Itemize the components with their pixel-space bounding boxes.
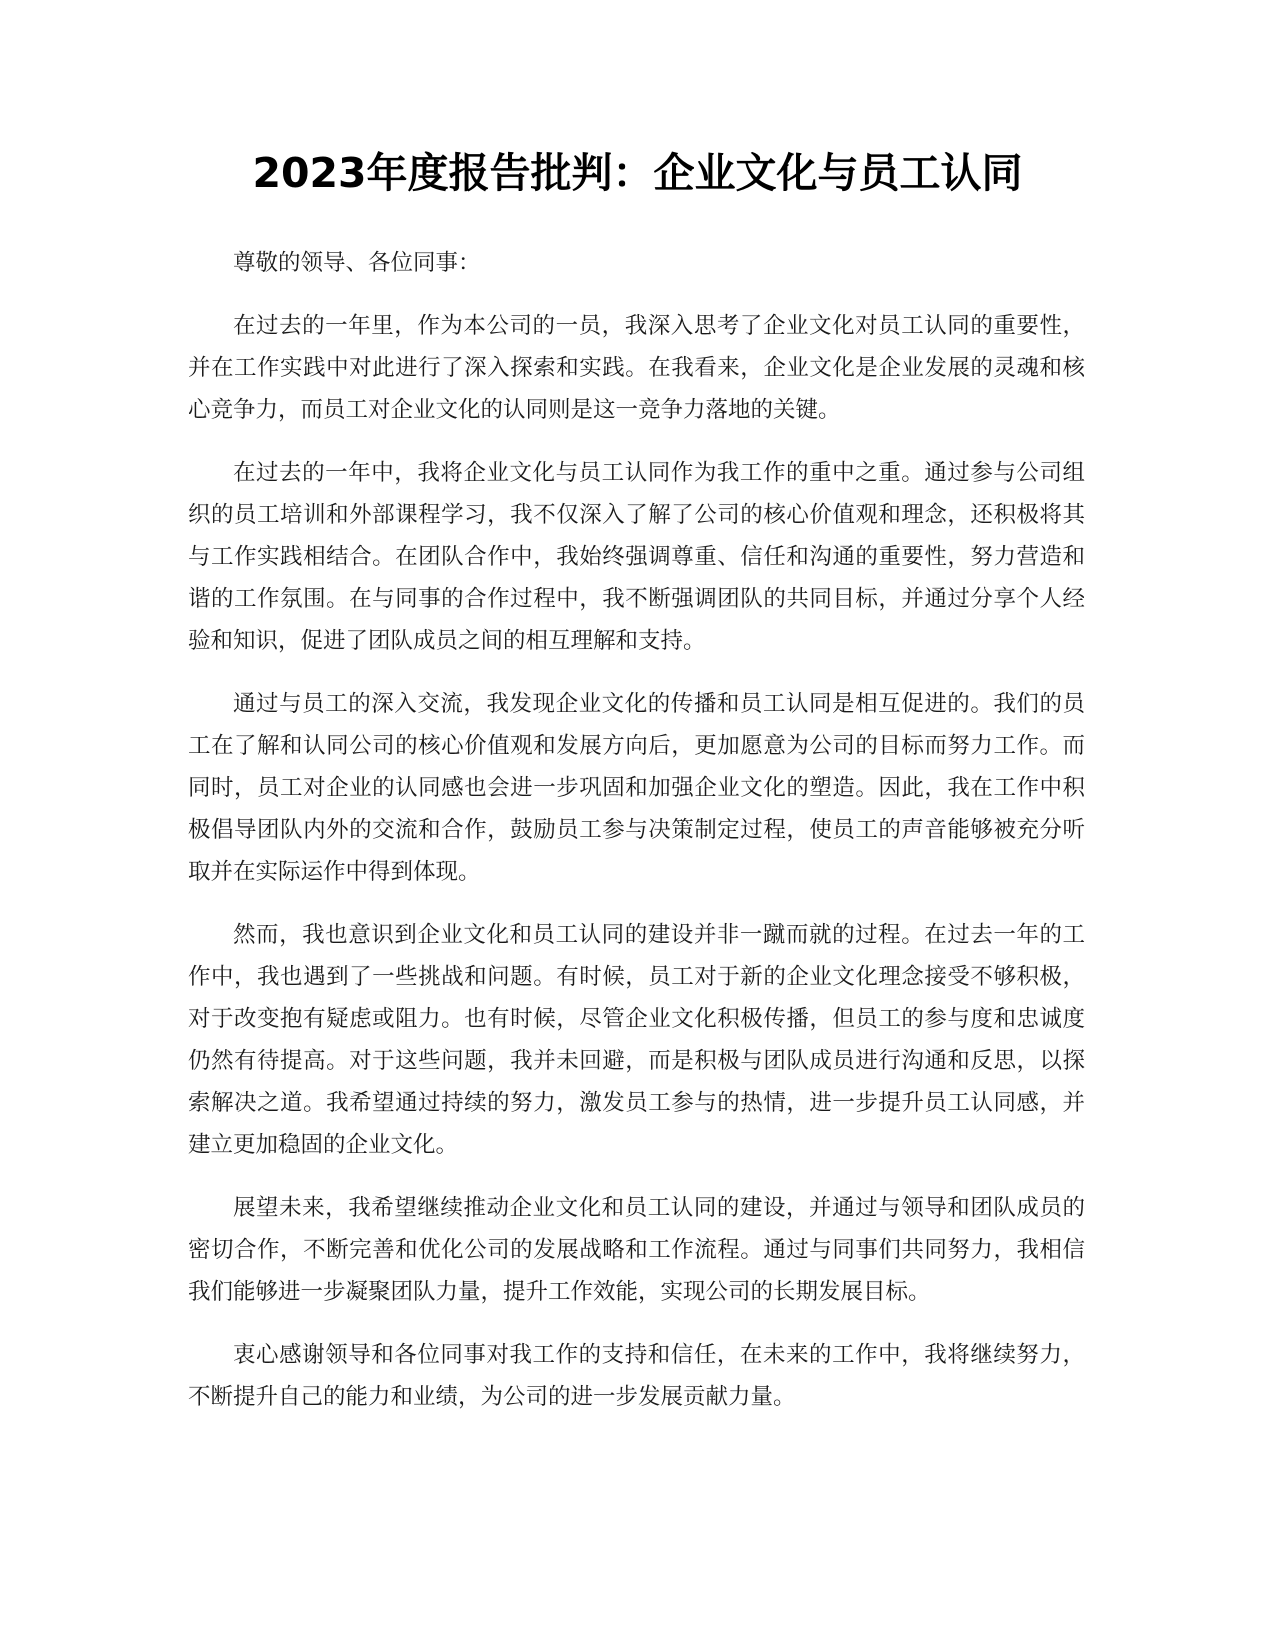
paragraph-4: 然而，我也意识到企业文化和员工认同的建设并非一蹴而就的过程。在过去一年的工作中，我也遇到了一些挑战和问题。有时候，员工对于新的企业文化理念接受不够积极，对于改变抱有疑虑或阻力。也有时候，尽管企业文化积极传播，但员工的参与度和忠诚度仍然有待提高。对于这些问题，我并未回避，而是积极与团队成员进行沟通和反思，以探索解决之道。我希望通过持续的努力，激发员工参与的热情，进一步提升员工认同感，并建立更加稳固的企业文化。 [188, 922, 1085, 1158]
document-body [188, 242, 1085, 1418]
paragraph-5: 展望未来，我希望继续推动企业文化和员工认同的建设，并通过与领导和团队成员的密切合作，不断完善和优化公司的发展战略和工作流程。通过与同事们共同努力，我相信我们能够进一步凝聚团队力量，提升工作效能，实现公司的长期发展目标。 [188, 1195, 1085, 1305]
paragraph-salutation: 尊敬的领导、各位同事： [233, 250, 481, 276]
paragraph-1: 在过去的一年里，作为本公司的一员，我深入思考了企业文化对员工认同的重要性，并在工作实践中对此进行了深入探索和实践。在我看来，企业文化是企业发展的灵魂和核心竞争力，而员工对企业文化的认同则是这一竞争力落地的关键。 [188, 313, 1085, 423]
paragraph-2: 在过去的一年中，我将企业文化与员工认同作为我工作的重中之重。通过参与公司组织的员工培训和外部课程学习，我不仅深入了解了公司的核心价值观和理念，还积极将其与工作实践相结合。在团队合作中，我始终强调尊重、信任和沟通的重要性，努力营造和谐的工作氛围。在与同事的合作过程中，我不断强调团队的共同目标，并通过分享个人经验和知识，促进了团队成员之间的相互理解和支持。 [188, 460, 1085, 654]
paragraph-3: 通过与员工的深入交流，我发现企业文化的传播和员工认同是相互促进的。我们的员工在了解和认同公司的核心价值观和发展方向后，更加愿意为公司的目标而努力工作。而同时，员工对企业的认同感也会进一步巩固和加强企业文化的塑造。因此，我在工作中积极倡导团队内外的交流和合作，鼓励员工参与决策制定过程，使员工的声音能够被充分听取并在实际运作中得到体现。 [188, 691, 1085, 885]
paragraph-closing: 衷心感谢领导和各位同事对我工作的支持和信任，在未来的工作中，我将继续努力，不断提升自己的能力和业绩，为公司的进一步发展贡献力量。 [188, 1342, 1085, 1410]
document-title: 2023年度报告批判：企业文化与员工认同 [252, 149, 1023, 197]
